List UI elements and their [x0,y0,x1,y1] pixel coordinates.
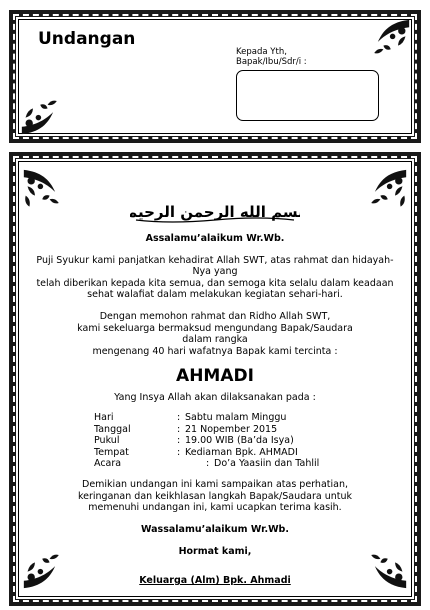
event-value: Do’a Yaasiin dan Tahlil [214,458,320,469]
event-intro: Yang Insya Allah akan dilaksanakan pada : [114,392,316,403]
paragraph-line: Nya yang [192,266,238,277]
event-label: Pukul [94,435,120,446]
to-label: Kepada Yth, [236,47,287,57]
svg-text:بسم الله الرحمن الرحيم: بسم الله الرحمن الرحيم [130,203,300,221]
floral-corner-icon [20,90,66,136]
paragraph-line: Puji Syukur kami panjatkan kehadirat Allah SWT, atas rahmat dan hidayah- [36,255,394,266]
paragraph-line: mengenang 40 hari wafatnya Bapak kami tercinta : [92,346,338,357]
event-separator: : [177,412,181,423]
deceased-name: AHMADI [176,366,254,386]
address-box[interactable] [236,70,379,121]
event-separator: : [177,447,181,458]
closing-line: memenuhi undangan ini, kami ucapkan terima kasih. [88,502,342,513]
salam: Wassalamu’alaikum Wr.Wb. [141,524,289,535]
event-separator: : [177,435,181,446]
paragraph-line: Dengan memohon rahmat dan Ridho Allah SWT, [99,311,331,322]
regards: Hormat kami, [178,546,252,557]
event-separator: : [177,424,181,435]
floral-corner-icon [362,168,408,214]
event-value: Kediaman Bpk. AHMADI [185,447,298,458]
bismillah-calligraphy [130,196,300,226]
signature: Keluarga (Alm) Bpk. Ahmadi [139,575,291,586]
event-separator: : [206,458,210,469]
event-value: 19.00 WIB (Ba’da Isya) [185,435,294,446]
paragraph-line: telah diberikan kepada kita semua, dan semoga kita selalu dalam keadaan [36,278,394,289]
event-label: Tempat [94,447,129,458]
event-value: 21 Nopember 2015 [185,424,278,435]
event-value: Sabtu malam Minggu [185,412,287,423]
closing-line: keringanan dan keikhlasan langkah Bapak/Saudara untuk [77,491,352,502]
paragraph-line: sehat walafiat dalam melakukan kegiatan sehari-hari. [87,289,343,300]
recipient-label: Bapak/Ibu/Sdr/i : [236,57,307,67]
greeting: Assalamu’alaikum Wr.Wb. [145,233,285,244]
event-label: Acara [94,458,122,469]
floral-corner-icon [22,168,68,214]
envelope-title: Undangan [38,29,136,49]
closing-line: Demikian undangan ini kami sampaikan atas perhatian, [82,479,348,490]
paragraph-line: kami sekeluarga bermaksud mengundang Bapak/Saudara [77,323,353,334]
paragraph-line: dalam rangka [182,334,248,345]
floral-corner-icon [365,18,411,64]
event-label: Hari [94,412,114,423]
event-label: Tanggal [94,424,131,435]
